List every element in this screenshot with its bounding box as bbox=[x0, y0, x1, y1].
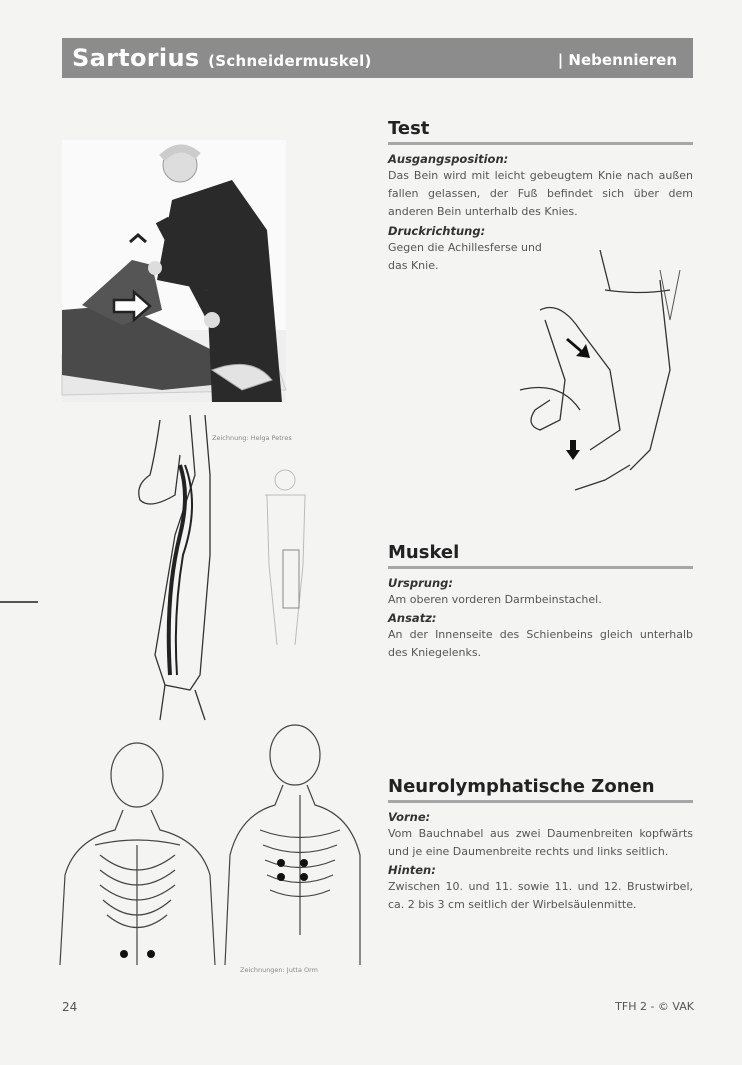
drawing1-caption: Zeichnung: Helga Petres bbox=[212, 434, 292, 442]
zonen-label-front: Vorne: bbox=[388, 810, 431, 824]
zonen-label-back: Hinten: bbox=[388, 863, 436, 877]
header-organ: | Nebennieren bbox=[557, 51, 677, 69]
sartorius-anatomy-drawing bbox=[135, 415, 335, 725]
leg-test-drawing bbox=[520, 250, 700, 500]
title-main: Sartorius bbox=[72, 44, 200, 72]
neurolymphatic-drawing bbox=[45, 735, 360, 985]
test-photo bbox=[62, 140, 286, 402]
test-photo-illustration bbox=[62, 140, 286, 402]
header-bar bbox=[62, 38, 693, 78]
muskel-text-insertion: An der Innenseite des Schienbeins gleich unterhalb des Kniegelenks. bbox=[388, 628, 693, 659]
test-text-direction-2: das Knie. bbox=[388, 259, 439, 272]
zonen-section bbox=[388, 776, 693, 914]
drawing2-caption: Zeichnungen: Jutta Orm bbox=[240, 966, 318, 974]
zonen-heading: Neurolymphatische Zonen bbox=[388, 776, 693, 803]
test-text-start: Das Bein wird mit leicht gebeugtem Knie nach außen fallen gelassen, der Fuß befindet sich über dem anderen Bein unterhalb des Knies. bbox=[388, 169, 693, 218]
zonen-text-front: Vom Bauchnabel aus zwei Daumenbreiten kopfwärts und je eine Daumenbreite rechts und links seitlich. bbox=[388, 827, 693, 858]
page-number: 24 bbox=[62, 1000, 78, 1014]
footer-copyright: TFH 2 - © VAK bbox=[615, 1000, 694, 1013]
test-heading: Test bbox=[388, 118, 693, 145]
muskel-section bbox=[388, 542, 693, 662]
muskel-text-origin: Am oberen vorderen Darmbeinstachel. bbox=[388, 593, 602, 606]
title-subtitle: (Schneidermuskel) bbox=[208, 52, 372, 70]
page-title bbox=[72, 44, 372, 72]
zonen-text-back: Zwischen 10. und 11. sowie 11. und 12. Brustwirbel, ca. 2 bis 3 cm seitlich der Wirbelsäulenmitte. bbox=[388, 880, 693, 911]
test-label-direction: Druckrichtung: bbox=[388, 224, 486, 238]
test-text-direction-1: Gegen die Achillesferse und bbox=[388, 241, 542, 254]
test-label-start: Ausgangsposition: bbox=[388, 152, 509, 166]
muskel-label-origin: Ursprung: bbox=[388, 576, 453, 590]
edge-mark bbox=[0, 601, 38, 603]
muskel-heading: Muskel bbox=[388, 542, 693, 569]
muskel-label-insertion: Ansatz: bbox=[388, 611, 437, 625]
